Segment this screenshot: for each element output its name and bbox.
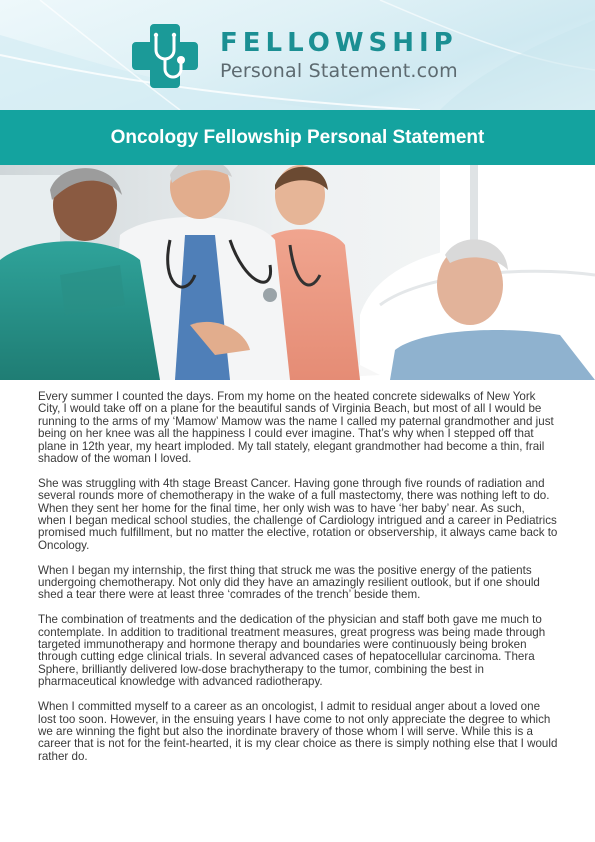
- paragraph-4: The combination of treatments and the dedication of the physician and staff both gave me much to contemplate. In addition to traditional treatment measures, great progress was being made through targeted immunotherapy and hormone therapy and boundaries were continuously being broken through cutting edge clinical trials. In several advanced cases of hepatocellular carcinoma. Thera Sphere, brilliantly delivered low-dose brachytherapy to the tumor, combining the best in pharmaceutical knowledge with advanced radiotherapy.: [38, 613, 546, 689]
- photo-illustration: [0, 165, 595, 380]
- medical-team-photo: [0, 165, 595, 380]
- brand-subtitle: Personal Statement.com: [220, 60, 458, 82]
- title-bar: [0, 110, 595, 165]
- page-header: [0, 0, 595, 110]
- paragraph-1: Every summer I counted the days. From my home on the heated concrete sidewalks of New York City, I would take off on a plane for the beautiful sands of Virginia Beach, but most of all I would be running to the arms of my ‘Mamow’ Mamow was the name I called my paternal grandmother and just being on her knee was all the happiness I could ever imagine. That’s why when I stepped off that plane in 12th year, my heart imploded. My tall stately, elegant grandmother had become a thin, frail shadow of the woman I loved.: [38, 390, 554, 466]
- paragraph-5: When I committed myself to a career as an oncologist, I admit to residual anger about a loved one lost too soon. However, in the ensuing years I have come to not only appreciate the degree to which we are winning the fight but also the inordinate bravery of those whom I will serve. While this is a career that is not for the feint-hearted, it is my clear choice as there is simply nothing else that I would rather do.: [38, 700, 558, 763]
- medical-cross-stethoscope-logo-icon: [132, 20, 200, 92]
- page-title: Oncology Fellowship Personal Statement: [110, 126, 485, 148]
- paragraph-3: When I began my internship, the first thing that struck me was the positive energy of the patients undergoing chemotherapy. Not only did they have an amazingly resilient outlook, but if one should shed a tear there were at least three ‘comrades of the trench’ beside them.: [38, 563, 540, 602]
- brand-name: FELLOWSHIP: [220, 28, 458, 58]
- statement-body: [38, 391, 558, 776]
- paragraph-2: She was struggling with 4th stage Breast Cancer. Having gone through five rounds of radiation and several rounds more of chemotherapy in the wake of a full mastectomy, there was nothing left to do. When they sent her home for the final time, her only wish was to have ‘her baby’ near. As such, when I began medical school studies, the challenge of Cardiology intrigued and a career in Pediatrics promised much fulfillment, but no matter the elective, rotation or observership, it always came back to Oncology.: [38, 476, 558, 552]
